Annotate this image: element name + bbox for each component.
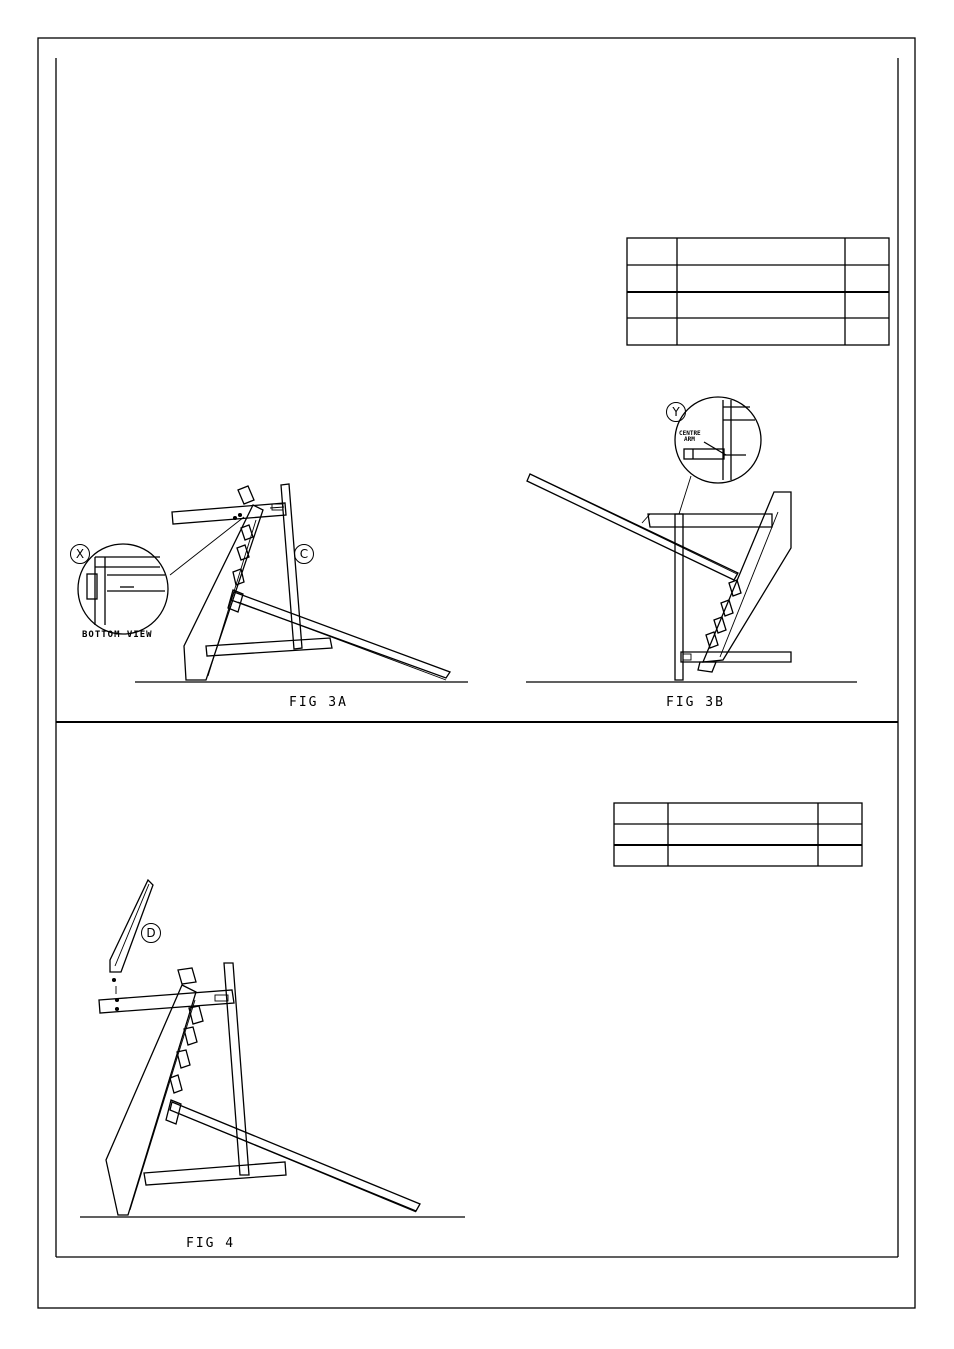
detail-marker-x: X — [70, 544, 90, 564]
centre-arm-label-1: CENTRE — [679, 430, 701, 437]
centre-arm-label-2: ARM — [684, 436, 695, 443]
fig3b-caption: FIG 3B — [666, 695, 725, 710]
detail-marker-y: Y — [666, 402, 686, 422]
parts-table-bottom — [614, 803, 862, 866]
part-marker-d: D — [141, 923, 161, 943]
bottom-view-caption: BOTTOM VIEW — [82, 630, 153, 640]
outer-border — [38, 38, 915, 1308]
part-marker-c: C — [294, 544, 314, 564]
parts-table-top — [627, 238, 889, 345]
fig4-drawing — [80, 880, 465, 1217]
fig4-caption: FIG 4 — [186, 1236, 236, 1251]
fig3a-caption: FIG 3A — [289, 695, 348, 710]
fig3a-drawing — [78, 484, 468, 682]
